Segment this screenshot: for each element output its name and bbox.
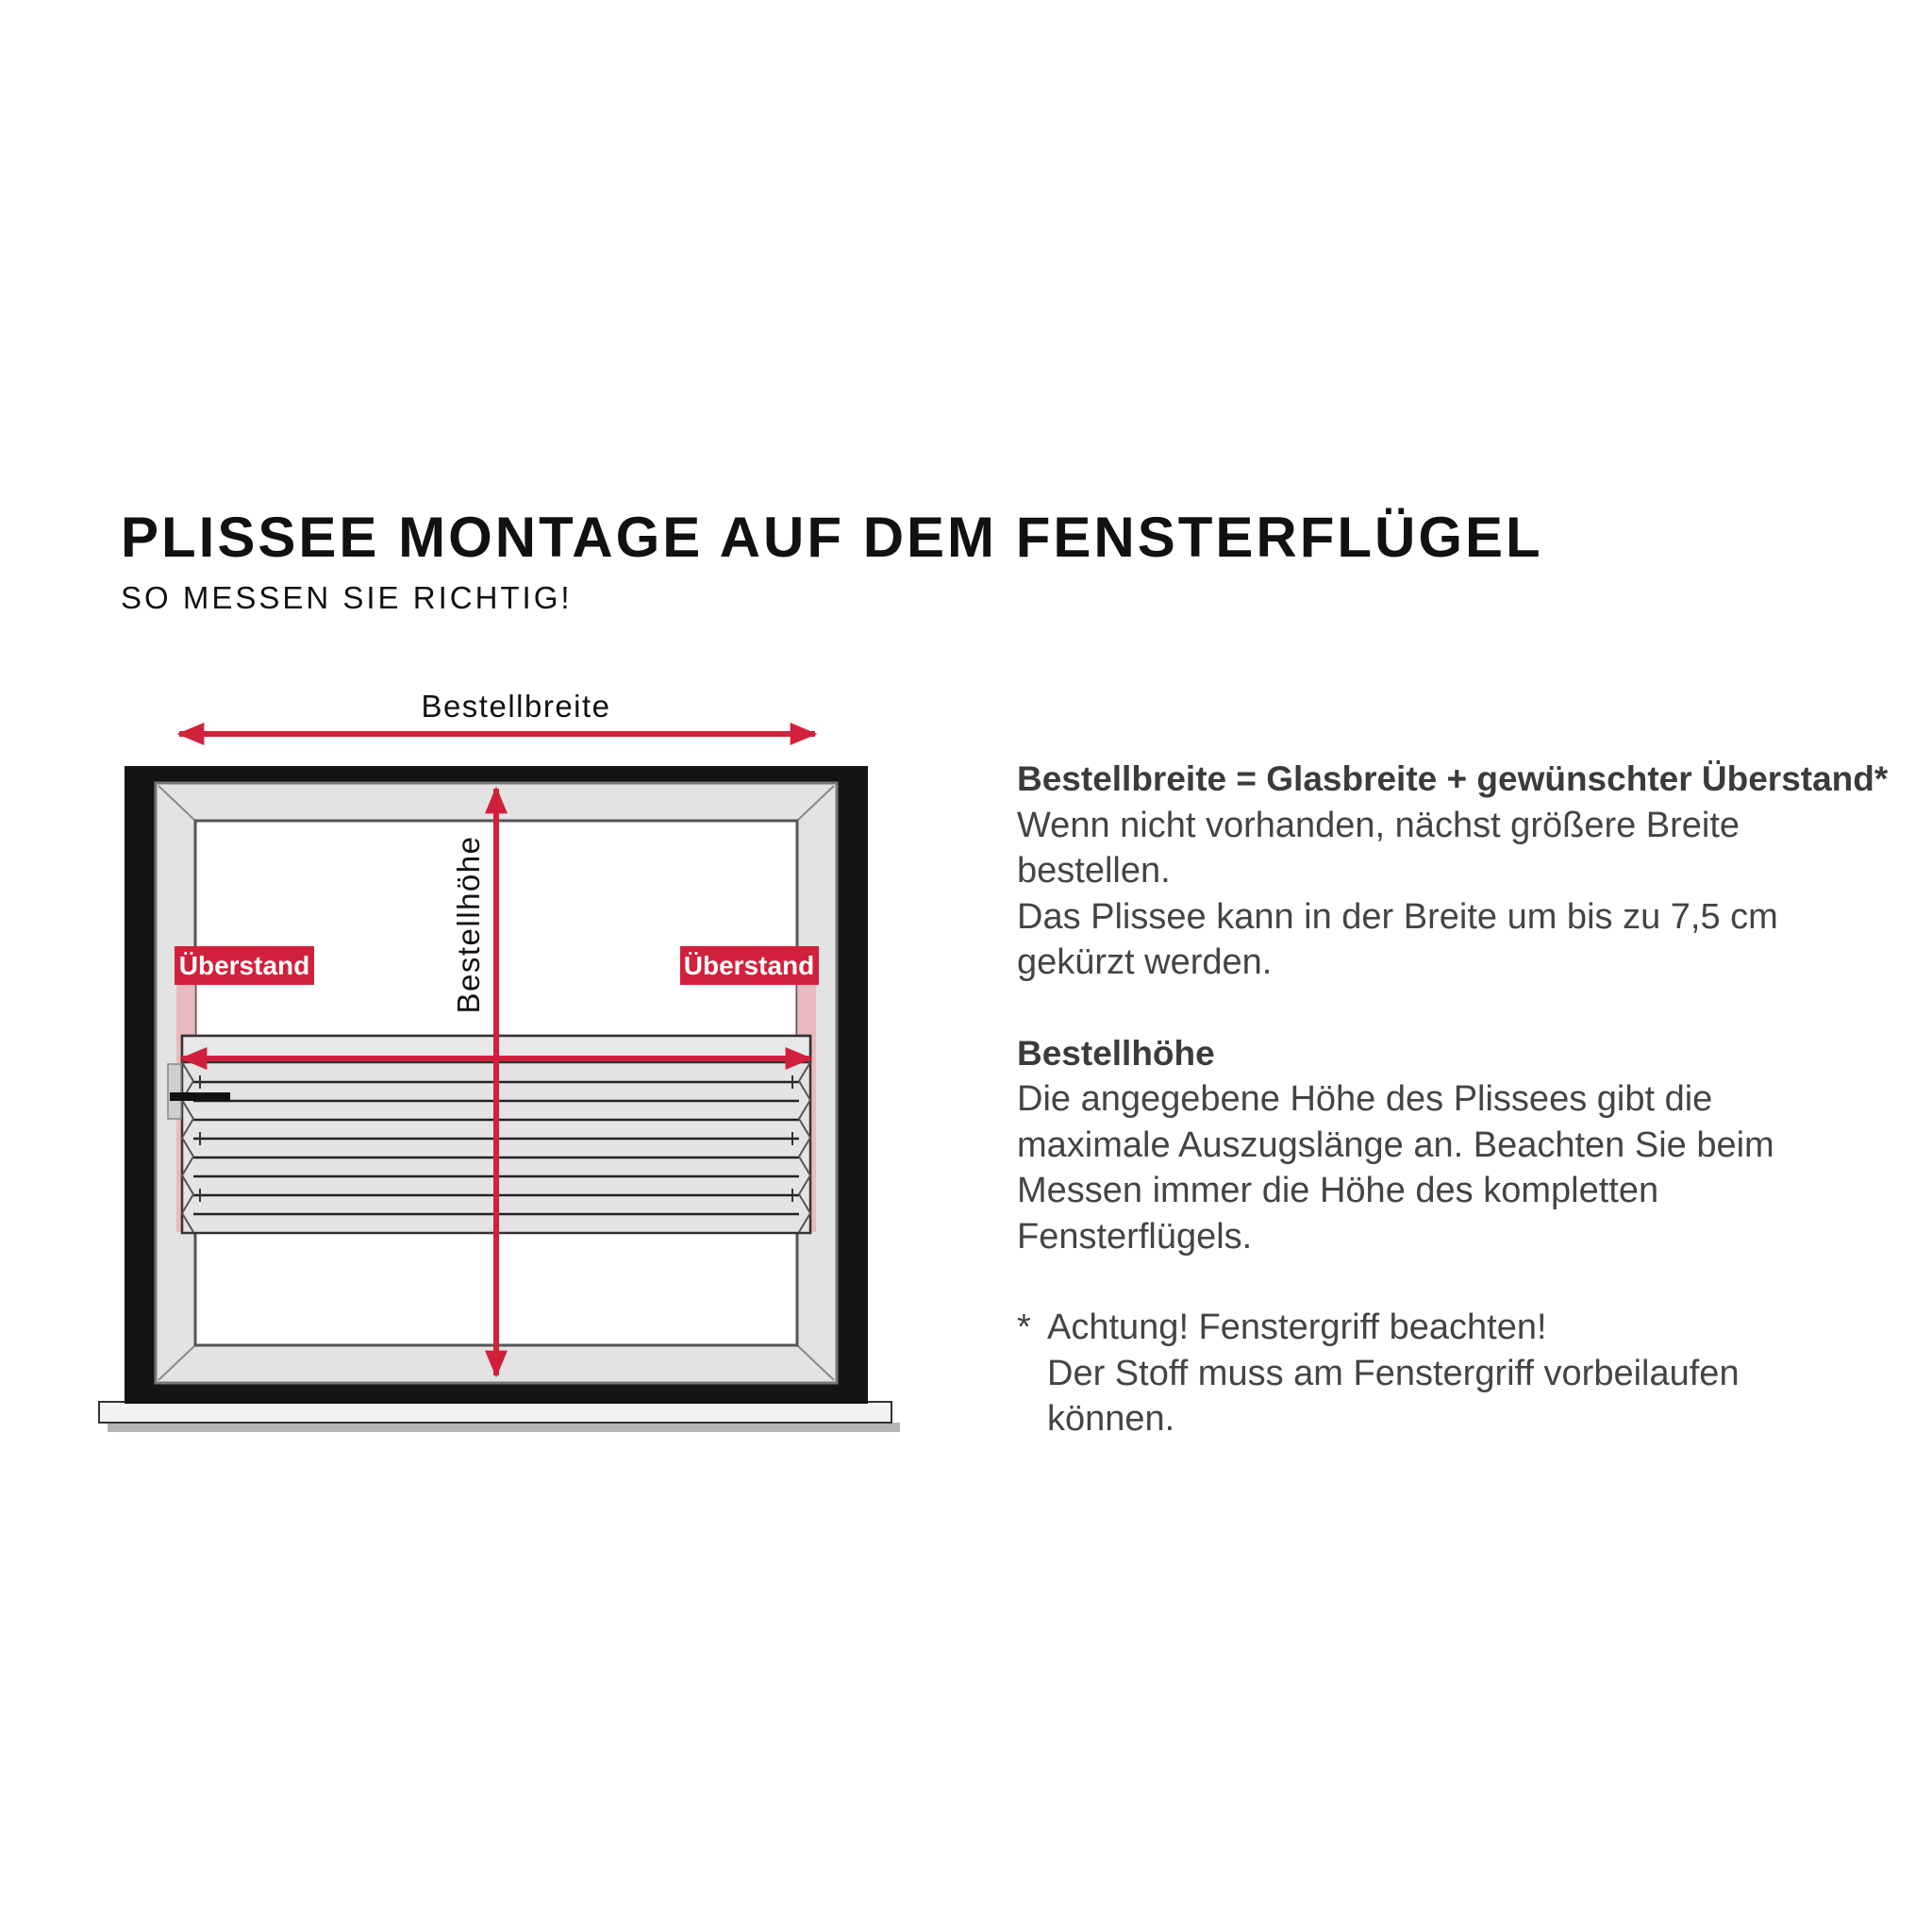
width-text-line: Das Plissee kann in der Breite um bis zu 7,5 cm bbox=[1017, 896, 1778, 937]
height-text-line: Fensterflügels. bbox=[1017, 1216, 1253, 1257]
order-height-label: Bestellhöhe bbox=[451, 835, 486, 1014]
order-width-label: Bestellbreite bbox=[421, 689, 611, 724]
page-subtitle: SO MESSEN SIE RICHTIG! bbox=[121, 580, 573, 615]
overhang-label-right: Überstand bbox=[683, 951, 815, 980]
note-asterisk: * bbox=[1017, 1307, 1031, 1347]
overhang-badge-right bbox=[680, 946, 819, 985]
measuring-instructions bbox=[1017, 757, 1894, 1442]
page-title: PLISSEE MONTAGE AUF DEM FENSTERFLÜGEL bbox=[121, 506, 1543, 569]
height-text-line: maximale Auszugslänge an. Beachten Sie beim bbox=[1017, 1124, 1774, 1165]
note-text-line: Achtung! Fenstergriff beachten! bbox=[1047, 1307, 1547, 1347]
note-text bbox=[1047, 1305, 1740, 1442]
note-text-line: können. bbox=[1047, 1399, 1175, 1439]
handle-note bbox=[1017, 1305, 1894, 1442]
width-heading: Bestellbreite = Glasbreite + gewünschter Überstand* bbox=[1017, 759, 1889, 798]
height-text-line: Messen immer die Höhe des kompletten bbox=[1017, 1171, 1659, 1210]
overhang-label-left: Überstand bbox=[178, 951, 310, 980]
width-text-line: bestellen. bbox=[1017, 851, 1171, 891]
height-text-line: Die angegebene Höhe des Plissees gibt die bbox=[1017, 1079, 1713, 1119]
spacer bbox=[1017, 1259, 1894, 1305]
window-sill bbox=[99, 1402, 900, 1432]
note-text-line: Der Stoff muss am Fenstergriff vorbeilaufen bbox=[1047, 1353, 1740, 1393]
height-heading: Bestellhöhe bbox=[1017, 1033, 1215, 1073]
spacer bbox=[1017, 986, 1894, 1031]
width-text-line: gekürzt werden. bbox=[1017, 942, 1273, 982]
width-text-line: Wenn nicht vorhanden, nächst größere Breite bbox=[1017, 805, 1740, 845]
overhang-badge-left bbox=[175, 946, 314, 985]
